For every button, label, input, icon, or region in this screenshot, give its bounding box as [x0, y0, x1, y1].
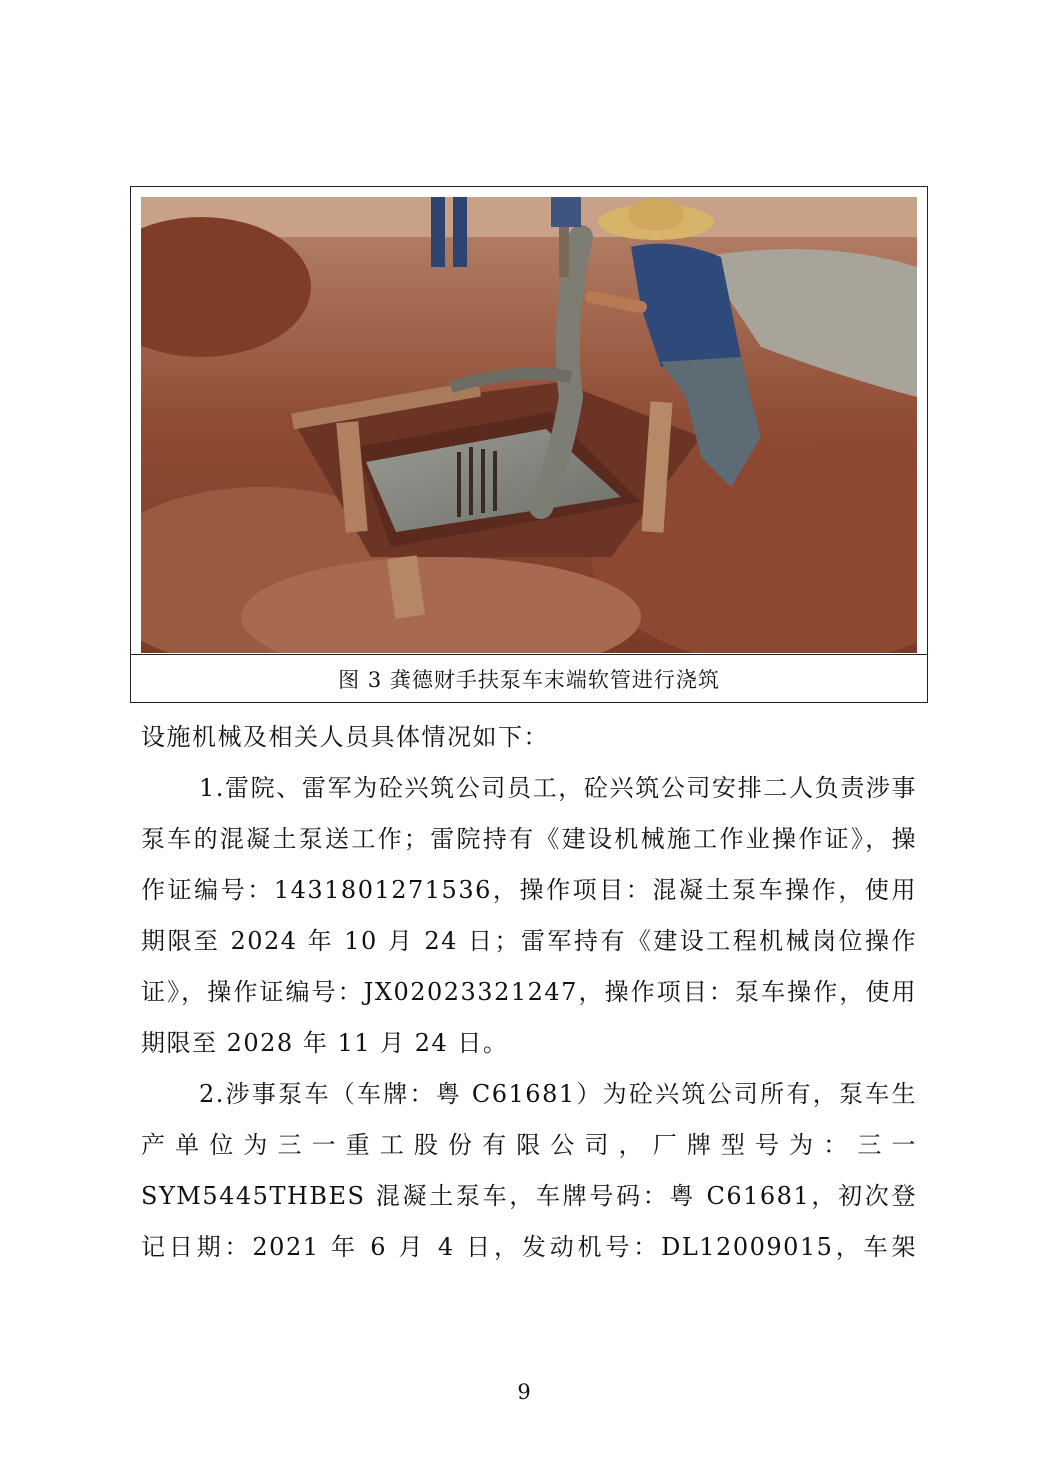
paragraph-operators: 1.雷院、雷军为砼兴筑公司员工，砼兴筑公司安排二人负责涉事泵车的混凝土泵送工作；雷院持有《建设机械施工作业操作证》，操作证编号：1431801271536，操作项目：混凝土泵车操作，使用期限至 2024 年 10 月 24 日；雷军持有《建设工程机械岗位操作证》，操作证编号：JX02023321247，操作项目：泵车操作，使用期限至 2028 年 11 月 24 日。: [141, 774, 917, 1057]
figure-frame: [130, 186, 928, 703]
construction-site-photo: [141, 197, 917, 653]
figure-caption: 图 3 龚德财手扶泵车末端软管进行浇筑: [131, 654, 927, 703]
paragraph-pump-truck: 2.涉事泵车（车牌：粤 C61681）为砼兴筑公司所有，泵车生产单位为三一重工股份有限公司，厂牌型号为：三一SYM5445THBES 混凝土泵车，车牌号码：粤 C61681，初次登记日期：2021 年 6 月 4 日，发动机号：DL12009015，车架: [141, 1080, 917, 1261]
intro-paragraph: 设施机械及相关人员具体情况如下：: [141, 723, 549, 751]
photo-illustration: [141, 197, 917, 653]
page-number: 9: [517, 1380, 531, 1404]
